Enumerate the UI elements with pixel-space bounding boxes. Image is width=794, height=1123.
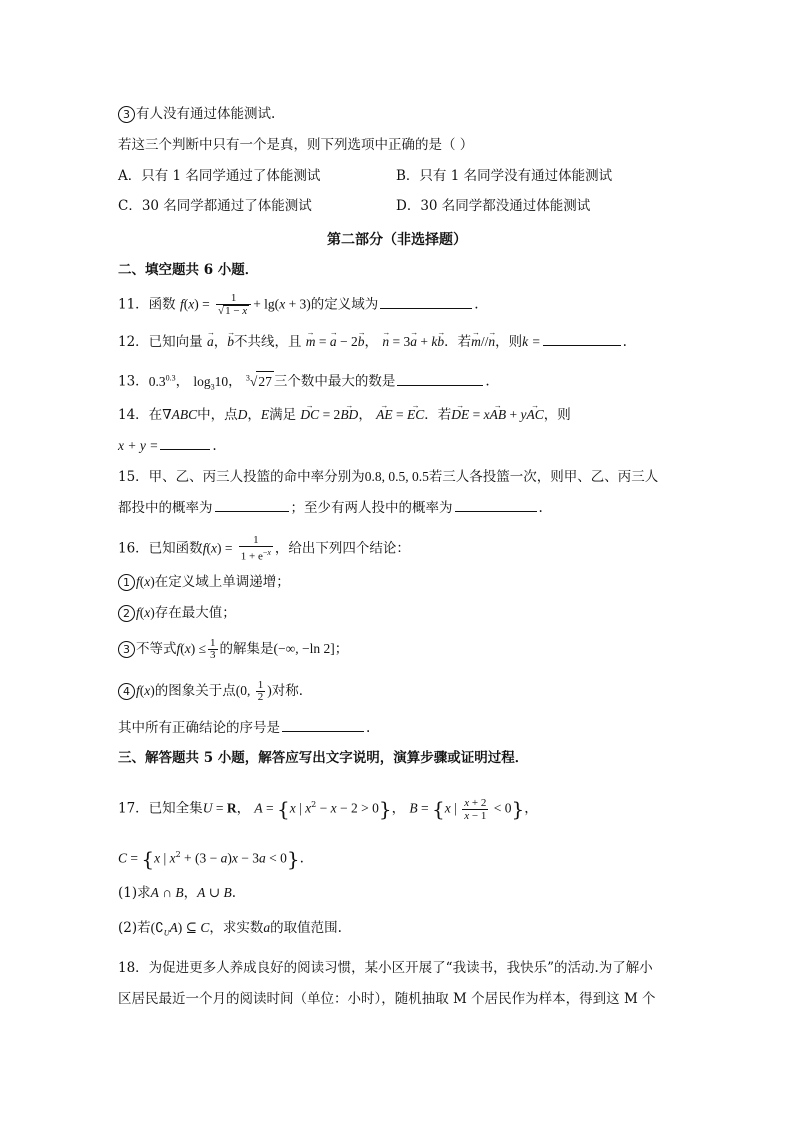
question-14-line2: x + y = .: [118, 438, 217, 454]
part2-title: 第二部分（非选择题）: [327, 232, 467, 248]
question-17-line2: C = {x | $x^2 + (3 - a)x - 3a < 0$}.: [118, 847, 304, 871]
q16-conclusion-4: 4 f(x)的图象关于点(0, $\frac{1}{2}$ )对称．: [118, 680, 312, 703]
question-18-line2: 区居民最近一个月的阅读时间（单位：小时），随机抽取 M 个居民作为样本，得到这 M 个: [118, 991, 656, 1007]
question-18-line1: 18．为促进更多人养成良好的阅读习惯，某小区开展了“我读书，我快乐”的活动.为了解小: [118, 960, 653, 976]
answer-blank[interactable]: [215, 498, 289, 512]
answer-blank[interactable]: [543, 332, 621, 346]
q10-option-c: C．30 名同学都通过了体能测试: [118, 198, 312, 214]
question-14: 14．在∇ABC中，点D，E满足 → DC = 2→ BD， → AE = → EC．若→ DE = x→ AB + y→ AC，则: [118, 405, 571, 425]
q16-conclusion-2: 2 f(x)存在最大值；: [118, 603, 236, 623]
circled-4-icon: 4: [118, 683, 135, 700]
question-15: 15．甲、乙、丙三人投篮的命中率分别为0.8, 0.5, 0.5若三人各投篮一次，则甲、乙、丙三人: [118, 469, 659, 485]
answer-blank[interactable]: [282, 718, 364, 732]
q10-option-d: D．30 名同学都没通过体能测试: [396, 198, 591, 214]
question-16: 16．已知函数f(x) = $\frac{1}{1 + e^{-x}}$ ，给出下列四个结论：: [118, 534, 410, 563]
q17-part1: (1)求A ∩ B，A ∪ B.: [118, 885, 236, 901]
q16-conclusion-1: 1 f(x)在定义域上单调递增；: [118, 572, 290, 592]
q16-ask: 其中所有正确结论的序号是 .: [118, 720, 371, 736]
q16-conclusion-3: 3 不等式f(x) ≤ $\frac{1}{3}$ 的解集是(−∞, −ln 2]；: [118, 638, 348, 661]
question-13: 13．$0.3^{0.3}$， $\log_310$， $^3$√27 三个数中最大的数是 .: [118, 368, 490, 397]
answer-blank[interactable]: [160, 436, 210, 450]
q10-option-b: B．只有 1 名同学没有通过体能测试: [396, 168, 613, 184]
answer-blank[interactable]: [455, 498, 537, 512]
circled-3-icon: 3: [118, 106, 135, 123]
section3-heading: 三、解答题共 5 小题，解答应写出文字说明，演算步骤或证明过程．: [118, 750, 529, 766]
q10-option-a: A．只有 1 名同学通过了体能测试: [118, 168, 321, 184]
circled-2-icon: 2: [118, 605, 135, 622]
answer-blank[interactable]: [397, 372, 483, 386]
q10-question: 若这三个判断中只有一个是真，则下列选项中正确的是（ ）: [118, 137, 474, 153]
answer-blank[interactable]: [380, 295, 472, 309]
question-17: 17．已知全集U = R， A = {x | $x^2 - x - 2 > 0$}， B = {x | $\frac{x + 2}{x - 1}$ < 0}，: [118, 796, 538, 822]
circled-1-icon: 1: [118, 574, 135, 591]
question-15-line2: 都投中的概率为 ；至少有两人投中的概率为 .: [118, 500, 543, 516]
q17-part2: (2)若$(∁_UA)$ ⊆ C，求实数a的取值范围.: [118, 920, 342, 938]
question-11: 11．函数 f(x) = $\frac{1}{√1 - x}$ + lg(x + 3)的定义域为 .: [118, 292, 479, 317]
question-12: 12．已知向量 → a，→ b不共线，且 → m = → a − 2→ b， → n = 3→ a + k→ b．若→ m//→ n，则k = .: [118, 332, 627, 352]
q10-statement-3: 3 有人没有通过体能测试.: [118, 104, 275, 124]
circled-3-icon: 3: [118, 641, 135, 658]
section2-heading: 二、填空题共 6 小题．: [118, 262, 259, 278]
